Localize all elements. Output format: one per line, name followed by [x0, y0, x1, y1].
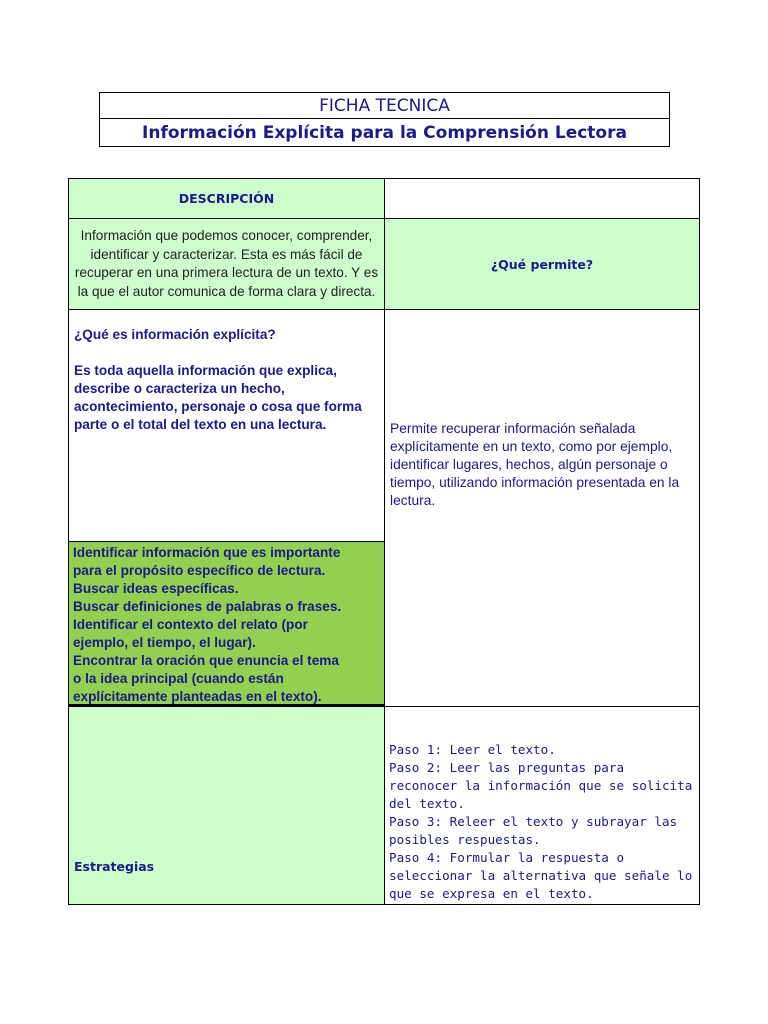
- title-box: [99, 92, 670, 119]
- que-es-question: ¿Qué es información explícita?: [74, 327, 276, 342]
- page-subtitle: Información Explícita para la Comprensión Lectora: [142, 122, 627, 143]
- identificar-cell: [68, 541, 385, 706]
- estrategias-label: Estrategias: [74, 859, 155, 874]
- identificar-line: ejemplo, el tiempo, el lugar).: [73, 635, 256, 650]
- permite-text-cell: [384, 309, 700, 707]
- identificar-line: Buscar ideas específicas.: [73, 581, 239, 596]
- identificar-line: explícitamente planteadas en el texto).: [73, 689, 322, 704]
- paso-item: Paso 3: Releer el texto y subrayar las posibles respuestas.: [389, 814, 685, 847]
- descripcion-text: Información que podemos conocer, comprender, identificar y caracterizar. Esta es más fácil de recuperar en una primera lectura de un texto. Y es la que el autor comunica de forma clara y directa.: [74, 228, 379, 299]
- paso-item: Paso 4: Formular la respuesta o seleccionar la alternativa que señale lo que se expresa en el texto.: [389, 850, 700, 901]
- identificar-line: para el propósito específico de lectura.: [73, 563, 326, 578]
- pasos-cell: [384, 706, 700, 905]
- subtitle-box: [99, 118, 670, 147]
- identificar-line: Identificar el contexto del relato (por: [73, 617, 308, 632]
- estrategias-cell: [68, 706, 385, 905]
- paso-item: Paso 2: Leer las preguntas para reconocer la información que se solicita del texto.: [389, 760, 700, 811]
- identificar-line: Encontrar la oración que enuncia el tema: [73, 653, 339, 668]
- empty-header-cell: [384, 178, 700, 219]
- identificar-line: o la idea principal (cuando están: [73, 671, 284, 686]
- descripcion-text-cell: [68, 218, 385, 310]
- que-es-cell: [68, 309, 385, 542]
- permite-text: Permite recuperar información señalada explícitamente en un texto, como por ejemplo, identificar lugares, hechos, algún personaje o tiempo, utilizando información presentada en la lectura.: [390, 421, 680, 508]
- permite-label: ¿Qué permite?: [490, 256, 594, 272]
- que-es-answer: Es toda aquella información que explica, describe o caracteriza un hecho, acontecimiento, personaje o cosa que forma parte o el total del texto en una lectura.: [74, 363, 362, 432]
- descripcion-header-cell: [68, 178, 385, 219]
- paso-item: Paso 1: Leer el texto.: [389, 742, 556, 757]
- identificar-line: Identificar información que es importante: [73, 545, 341, 560]
- permite-header-cell: [384, 218, 700, 310]
- descripcion-label: DESCRIPCIÓN: [178, 191, 275, 206]
- identificar-line: Buscar definiciones de palabras o frases.: [73, 599, 342, 614]
- page-title: FICHA TECNICA: [319, 95, 450, 116]
